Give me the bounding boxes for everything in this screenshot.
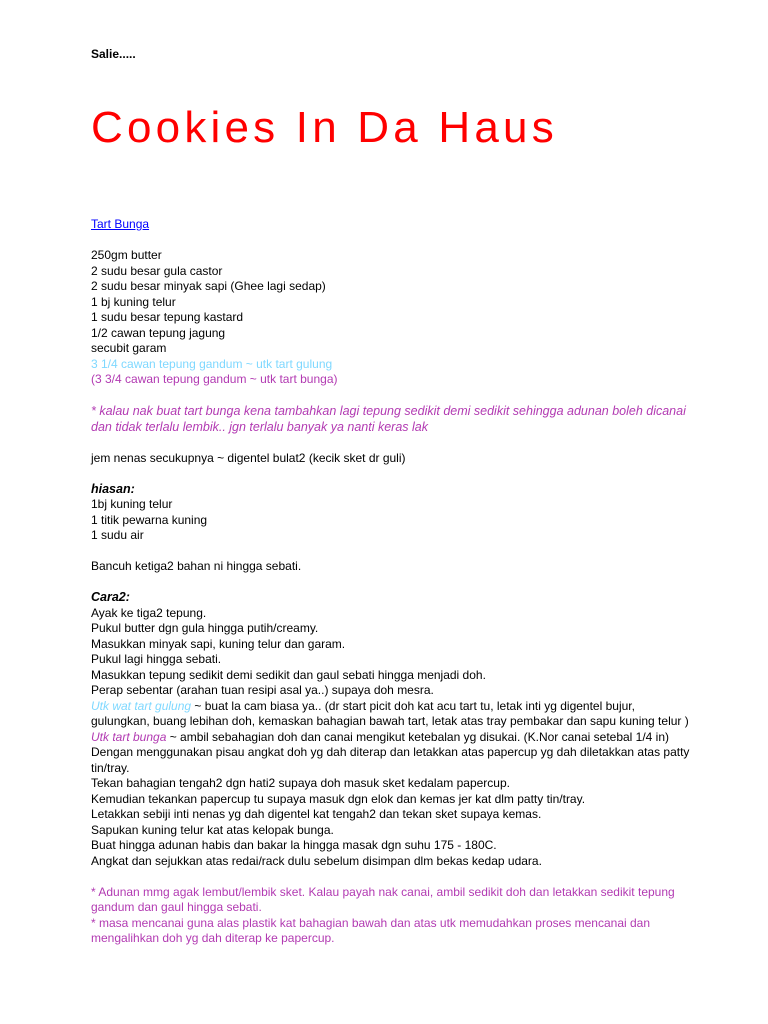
flour-note: * kalau nak buat tart bunga kena tambahkan lagi tepung sedikit demi sedikit sehingga adunan boleh dicanai dan tidak terlalu lembik.. jgn terlalu banyak ya nanti keras lak: [91, 404, 686, 434]
bunga-instruction: [91, 730, 691, 746]
bunga-text: ~ ambil sebahagian doh dan canai mengikut ketebalan yg disukai. (K.Nor canai setebal 1/4 in): [166, 729, 670, 744]
cara-step: Angkat dan sejukkan atas redai/rack dulu sebelum disimpan dlm bekas kedap udara.: [91, 853, 542, 868]
hiasan-item: 1bj kuning telur: [91, 497, 173, 511]
hiasan-item: 1 titik pewarna kuning: [91, 512, 208, 527]
ingredient-item: 2 sudu besar minyak sapi (Ghee lagi sedap): [91, 279, 326, 293]
hiasan-instruction: Bancuh ketiga2 bahan ni hingga sebati.: [91, 559, 302, 573]
cara-step: Buat hingga adunan habis dan bakar la hingga masak dgn suhu 175 - 180C.: [91, 838, 497, 852]
flour-gulung: 3 1/4 cawan tepung gandum ~ utk tart gulung: [91, 356, 333, 371]
hiasan-heading: hiasan:: [91, 481, 135, 496]
tip-note: * Adunan mmg agak lembut/lembik sket. Kalau payah nak canai, ambil sedikit doh dan letakkan sedikit tepung gandum dan gaul hingga sebati.: [91, 884, 675, 914]
cara-step: Ayak ke tiga2 tepung.: [91, 605, 207, 620]
jem-text: jem nenas secukupnya ~ digentel bulat2 (kecik sket dr guli): [91, 450, 406, 465]
cara-step: Masukkan minyak sapi, kuning telur dan garam.: [91, 636, 346, 651]
hiasan-item: 1 sudu air: [91, 528, 144, 542]
cara-step: Kemudian tekankan papercup tu supaya masuk dgn elok dan kemas jer kat dlm patty tin/tray.: [91, 791, 586, 806]
cara-step: Pukul lagi hingga sebati.: [91, 652, 222, 666]
ingredient-item: 2 sudu besar gula castor: [91, 263, 223, 278]
recipe-link-tart-bunga[interactable]: Tart Bunga: [91, 217, 150, 231]
gulung-instruction: [91, 699, 691, 730]
author-name: Salie.....: [91, 47, 136, 61]
ingredient-item: 1 sudu besar tepung kastard: [91, 310, 244, 324]
tip-note: * masa mencanai guna alas plastik kat bahagian bawah dan atas utk memudahkan proses mencanai dan mengalihkan doh yg dah diterap ke papercup.: [91, 915, 651, 945]
cara-step: Perap sebentar (arahan tuan resipi asal ya..) supaya doh mesra.: [91, 683, 434, 697]
cara-step: Dengan menggunakan pisau angkat doh yg dah diterap dan letakkan atas papercup yg dah diletakkan atas patty tin/tray.: [91, 745, 690, 775]
cara-heading: Cara2:: [91, 590, 130, 604]
bunga-label: Utk tart bunga: [91, 729, 167, 744]
ingredient-item: secubit garam: [91, 341, 167, 355]
gulung-label: Utk wat tart gulung: [91, 698, 192, 713]
page-title: Cookies In Da Haus: [91, 103, 558, 152]
ingredient-item: 250gm butter: [91, 248, 162, 262]
cara-step: Letakkan sebiji inti nenas yg dah digentel kat tengah2 dan tekan sket supaya kemas.: [91, 807, 542, 821]
cara-step: Masukkan tepung sedikit demi sedikit dan gaul sebati hingga menjadi doh.: [91, 667, 486, 682]
recipe-content: [91, 217, 691, 947]
gulung-text: ~ buat la cam biasa ya.. (dr start picit doh kat acu tart tu, letak inti yg digentel bujur, gulungkan, buang lebihan doh, kemaskan bahagian bawah tart, letak atas tray pembakar dan sapu kuning telur ): [91, 698, 689, 728]
cara-step: Tekan bahagian tengah2 dgn hati2 supaya doh masuk sket kedalam papercup.: [91, 776, 510, 790]
cara-step: Sapukan kuning telur kat atas kelopak bunga.: [91, 822, 334, 837]
flour-bunga: (3 3/4 cawan tepung gandum ~ utk tart bunga): [91, 372, 338, 386]
cara-step: Pukul butter dgn gula hingga putih/creamy.: [91, 621, 319, 635]
ingredient-item: 1 bj kuning telur: [91, 294, 176, 309]
ingredient-item: 1/2 cawan tepung jagung: [91, 325, 226, 340]
